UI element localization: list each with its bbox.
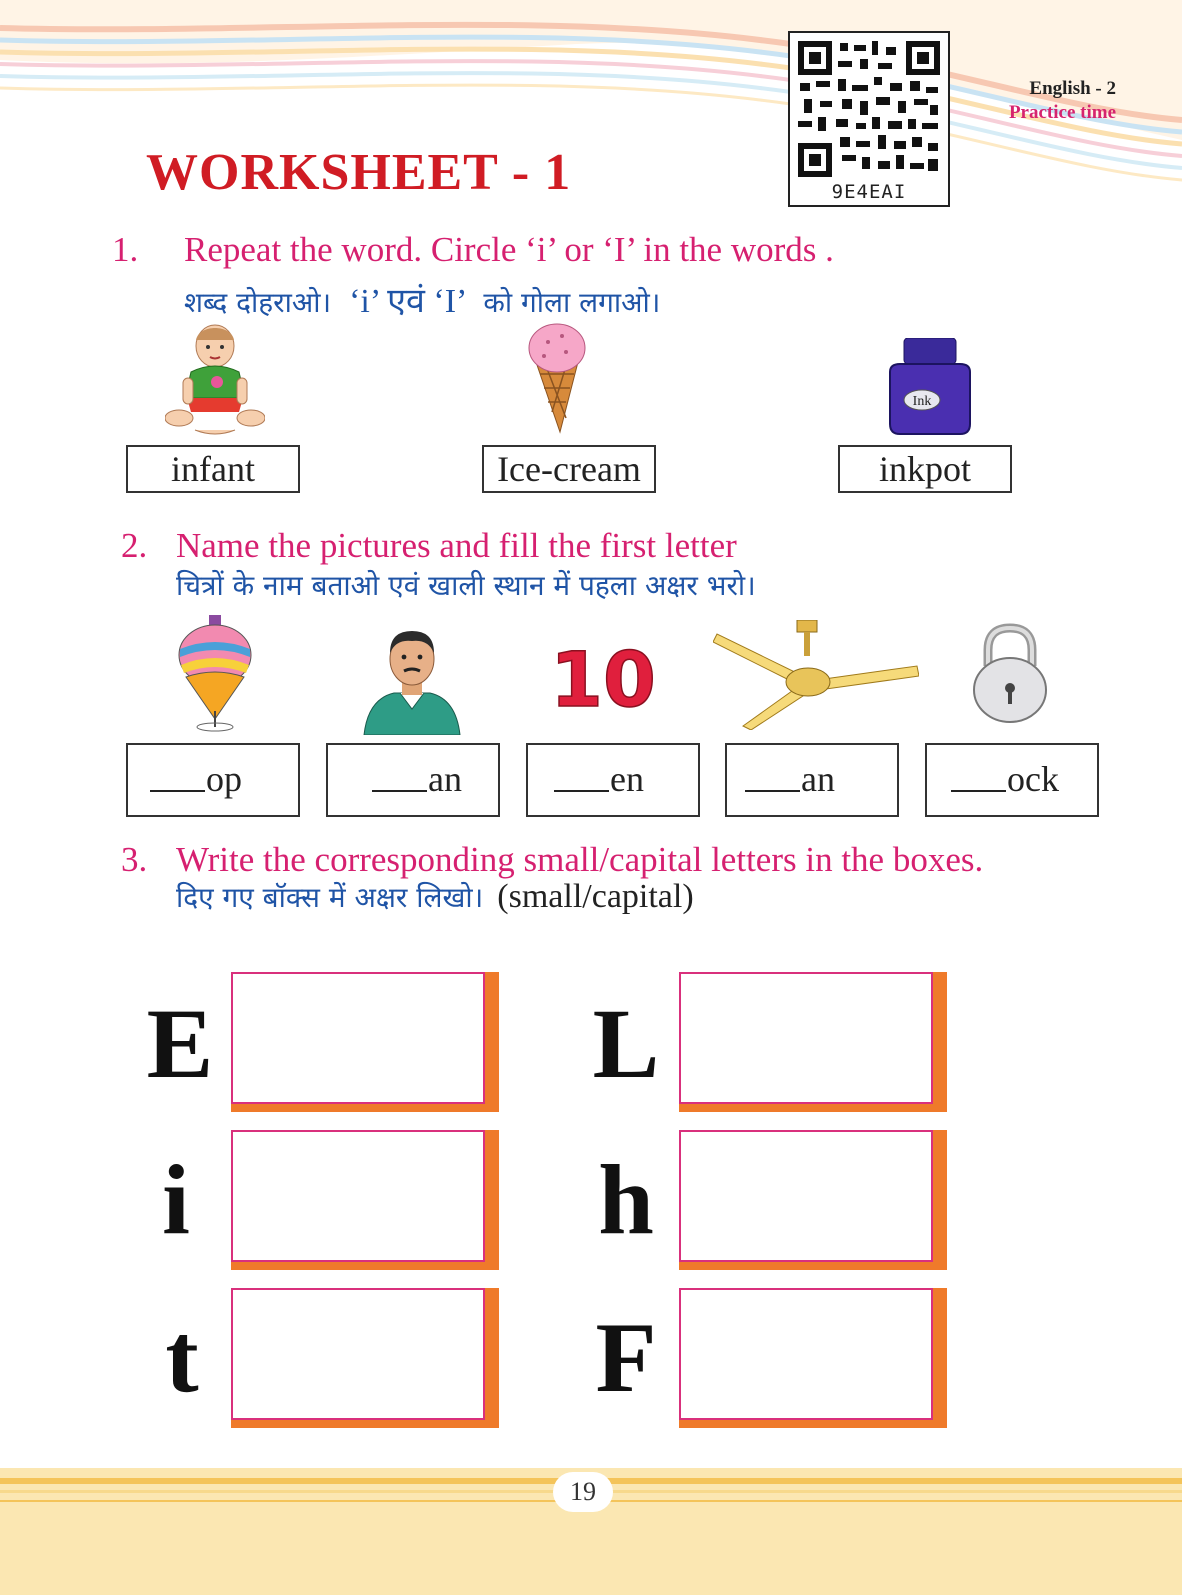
answer-box-input[interactable] xyxy=(679,1130,933,1262)
padlock-icon xyxy=(970,622,1050,724)
ice-cream-cone-icon xyxy=(522,322,592,434)
q1-word-box-inkpot: inkpot xyxy=(838,445,1012,493)
man-icon xyxy=(360,627,464,735)
blank-line[interactable] xyxy=(554,790,609,792)
q3-letter-left-1: E xyxy=(146,988,214,1099)
answer-box-input[interactable] xyxy=(679,972,933,1104)
q3-answer-box-left-1[interactable] xyxy=(231,972,499,1112)
q3-letter-right-2: h xyxy=(598,1144,654,1255)
qr-code[interactable] xyxy=(788,31,950,207)
spinning-top-icon xyxy=(176,615,254,733)
q2-answer-box-fan[interactable] xyxy=(725,743,899,817)
q3-letter-left-3: t xyxy=(165,1302,199,1413)
subject-label xyxy=(1009,77,1116,125)
page-number-badge xyxy=(553,1472,613,1512)
q2-suffix: op xyxy=(206,759,242,799)
q2-suffix: en xyxy=(610,759,644,799)
q3-letter-left-2: i xyxy=(162,1144,190,1255)
q3-instruction-hindi-line xyxy=(176,878,694,916)
q3-answer-box-left-2[interactable] xyxy=(231,1130,499,1270)
q1-instruction-hindi: शब्द दोहराओ। xyxy=(184,286,332,319)
q2-instruction: Name the pictures and fill the first letter xyxy=(176,526,737,565)
blank-line[interactable] xyxy=(150,790,205,792)
q1-instruction-hindi-quote: ‘i’ एवं ‘I’ xyxy=(349,283,468,320)
blank-line[interactable] xyxy=(951,790,1006,792)
q3-letter-right-3: F xyxy=(595,1302,657,1413)
q1-word-box-infant: infant xyxy=(126,445,300,493)
q2-answer-box-ten[interactable] xyxy=(526,743,700,817)
q3-letter-right-1: L xyxy=(592,988,660,1099)
ink-label: Ink xyxy=(912,394,932,409)
q3-instruction-hindi: दिए गए बॉक्स में अक्षर लिखो। xyxy=(176,881,484,914)
q1-word-box-ice-cream: Ice-cream xyxy=(482,445,656,493)
subject-title: English - 2 xyxy=(1029,78,1116,99)
answer-box-input[interactable] xyxy=(679,1288,933,1420)
q3-number: 3. xyxy=(121,840,148,879)
q1-instruction: Repeat the word. Circle ‘i’ or ‘I’ in the words . xyxy=(184,230,834,269)
q2-number: 2. xyxy=(121,526,148,565)
q3-answer-box-right-3[interactable] xyxy=(679,1288,947,1428)
q3-answer-box-right-2[interactable] xyxy=(679,1130,947,1270)
blank-line[interactable] xyxy=(745,790,800,792)
answer-box-input[interactable] xyxy=(231,972,485,1104)
q1-number: 1. xyxy=(112,230,139,269)
qr-code-text: 9E4EAI xyxy=(831,181,907,203)
q2-suffix: an xyxy=(801,759,835,799)
q2-suffix: an xyxy=(428,759,462,799)
ink-pot-icon xyxy=(884,338,976,436)
number-ten-label: 10 xyxy=(550,640,656,716)
q3-instruction: Write the corresponding small/capital letters in the boxes. xyxy=(176,840,984,879)
subject-subtitle: Practice time xyxy=(1008,102,1116,123)
baby-infant-icon xyxy=(165,320,265,440)
page-number: 19 xyxy=(570,1477,596,1506)
q3-answer-box-left-3[interactable] xyxy=(231,1288,499,1428)
q2-suffix: ock xyxy=(1007,759,1059,799)
worksheet-title: WORKSHEET - 1 xyxy=(146,144,572,201)
answer-box-input[interactable] xyxy=(231,1288,485,1420)
q1-instruction-hindi-end: को गोला लगाओ। xyxy=(483,286,661,319)
q2-answer-box-lock[interactable] xyxy=(925,743,1099,817)
qr-code-pattern-icon xyxy=(798,41,940,177)
blank-line[interactable] xyxy=(372,790,427,792)
q2-answer-box-man[interactable] xyxy=(326,743,500,817)
q2-answer-box-top[interactable] xyxy=(126,743,300,817)
q2-instruction-hindi: चित्रों के नाम बताओ एवं खाली स्थान में पहला अक्षर भरो। xyxy=(176,569,756,602)
q3-instruction-paren: (small/capital) xyxy=(497,878,694,915)
q1-instruction-hindi-line xyxy=(184,276,660,322)
number-ten-icon xyxy=(546,640,660,716)
ceiling-fan-icon xyxy=(713,620,919,730)
answer-box-input[interactable] xyxy=(231,1130,485,1262)
q3-answer-box-right-1[interactable] xyxy=(679,972,947,1112)
